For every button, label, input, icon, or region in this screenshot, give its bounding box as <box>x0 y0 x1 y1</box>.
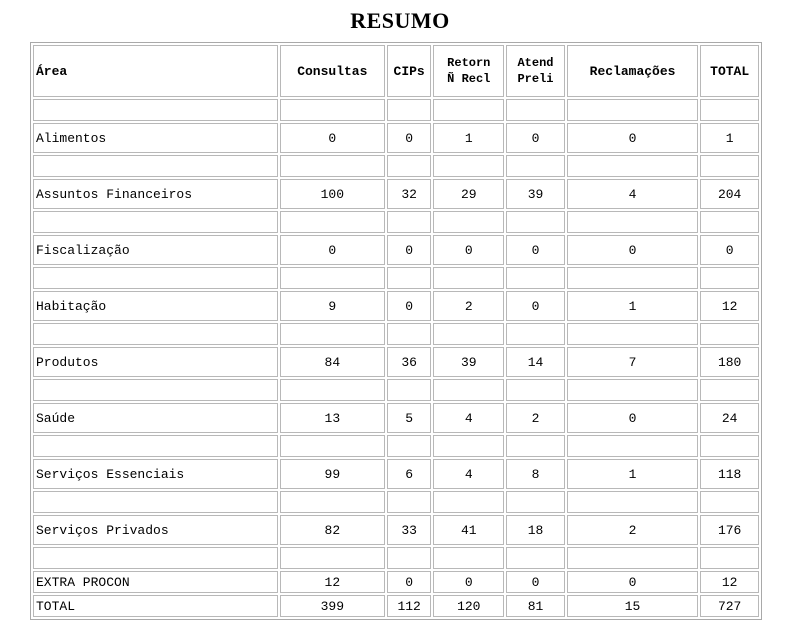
cell-consultas <box>280 99 385 121</box>
cell-total <box>700 267 759 289</box>
header-atend-line2: Preli <box>517 72 554 86</box>
cell-atend: 8 <box>506 459 565 489</box>
cell-consultas: 82 <box>280 515 385 545</box>
cell-cips <box>387 99 431 121</box>
header-reclamacoes: Reclamações <box>567 45 698 97</box>
cell-cips: 112 <box>387 595 431 617</box>
cell-retorn: 0 <box>433 235 504 265</box>
cell-consultas <box>280 379 385 401</box>
cell-retorn <box>433 323 504 345</box>
cell-consultas <box>280 491 385 513</box>
cell-reclamacoes: 1 <box>567 459 698 489</box>
cell-cips <box>387 435 431 457</box>
cell-area: Habitação <box>33 291 278 321</box>
cell-cips <box>387 211 431 233</box>
spacer-row <box>33 267 759 289</box>
cell-area: Serviços Privados <box>33 515 278 545</box>
cell-total: 24 <box>700 403 759 433</box>
table-row <box>33 403 759 433</box>
cell-cips: 0 <box>387 291 431 321</box>
cell-area <box>33 211 278 233</box>
cell-reclamacoes: 0 <box>567 235 698 265</box>
cell-total <box>700 99 759 121</box>
table-row <box>33 291 759 321</box>
table-body <box>33 45 759 617</box>
cell-reclamacoes: 7 <box>567 347 698 377</box>
cell-area <box>33 379 278 401</box>
cell-total: 727 <box>700 595 759 617</box>
cell-atend <box>506 547 565 569</box>
cell-cips <box>387 547 431 569</box>
cell-area: Produtos <box>33 347 278 377</box>
spacer-row <box>33 211 759 233</box>
cell-retorn: 2 <box>433 291 504 321</box>
cell-cips <box>387 267 431 289</box>
cell-reclamacoes <box>567 211 698 233</box>
cell-retorn: 120 <box>433 595 504 617</box>
cell-reclamacoes <box>567 491 698 513</box>
cell-atend <box>506 155 565 177</box>
cell-cips: 0 <box>387 571 431 593</box>
cell-consultas <box>280 547 385 569</box>
cell-reclamacoes <box>567 155 698 177</box>
cell-cips: 0 <box>387 123 431 153</box>
header-total: TOTAL <box>700 45 759 97</box>
cell-consultas: 12 <box>280 571 385 593</box>
cell-retorn: 29 <box>433 179 504 209</box>
cell-atend <box>506 435 565 457</box>
cell-area <box>33 267 278 289</box>
cell-reclamacoes <box>567 99 698 121</box>
cell-reclamacoes: 2 <box>567 515 698 545</box>
cell-atend: 0 <box>506 571 565 593</box>
table-row <box>33 347 759 377</box>
cell-atend <box>506 99 565 121</box>
page-title: RESUMO <box>350 8 450 33</box>
cell-retorn <box>433 491 504 513</box>
cell-total: 12 <box>700 291 759 321</box>
cell-atend <box>506 379 565 401</box>
cell-area <box>33 99 278 121</box>
cell-area: Serviços Essenciais <box>33 459 278 489</box>
cell-area <box>33 155 278 177</box>
cell-consultas <box>280 435 385 457</box>
cell-atend <box>506 267 565 289</box>
cell-cips <box>387 155 431 177</box>
cell-total: 176 <box>700 515 759 545</box>
cell-atend: 0 <box>506 291 565 321</box>
cell-area: Assuntos Financeiros <box>33 179 278 209</box>
header-cips: CIPs <box>387 45 431 97</box>
cell-consultas <box>280 211 385 233</box>
spacer-row <box>33 379 759 401</box>
table-row <box>33 515 759 545</box>
cell-total <box>700 211 759 233</box>
cell-cips: 0 <box>387 235 431 265</box>
cell-total: 1 <box>700 123 759 153</box>
cell-consultas: 399 <box>280 595 385 617</box>
cell-total: 204 <box>700 179 759 209</box>
spacer-row <box>33 155 759 177</box>
cell-total: 118 <box>700 459 759 489</box>
cell-consultas <box>280 323 385 345</box>
cell-consultas: 0 <box>280 235 385 265</box>
table-row <box>33 179 759 209</box>
header-retorn-line1: Retorn <box>447 56 491 70</box>
cell-atend: 14 <box>506 347 565 377</box>
cell-retorn <box>433 435 504 457</box>
cell-consultas: 99 <box>280 459 385 489</box>
spacer-row <box>33 547 759 569</box>
cell-cips <box>387 379 431 401</box>
cell-retorn <box>433 99 504 121</box>
cell-reclamacoes <box>567 435 698 457</box>
cell-area <box>33 323 278 345</box>
cell-reclamacoes: 1 <box>567 291 698 321</box>
header-consultas: Consultas <box>280 45 385 97</box>
cell-total: 0 <box>700 235 759 265</box>
table-row <box>33 123 759 153</box>
cell-area: TOTAL <box>33 595 278 617</box>
cell-atend: 2 <box>506 403 565 433</box>
cell-reclamacoes: 0 <box>567 403 698 433</box>
spacer-row <box>33 323 759 345</box>
cell-consultas <box>280 155 385 177</box>
summary-table <box>30 42 762 620</box>
cell-atend: 39 <box>506 179 565 209</box>
cell-cips: 36 <box>387 347 431 377</box>
cell-reclamacoes <box>567 267 698 289</box>
cell-atend <box>506 211 565 233</box>
cell-consultas: 84 <box>280 347 385 377</box>
cell-reclamacoes: 4 <box>567 179 698 209</box>
cell-consultas: 0 <box>280 123 385 153</box>
cell-retorn <box>433 547 504 569</box>
cell-atend: 0 <box>506 123 565 153</box>
cell-total: 12 <box>700 571 759 593</box>
cell-cips: 32 <box>387 179 431 209</box>
header-retorn-line2: Ñ Recl <box>447 72 491 86</box>
cell-retorn: 1 <box>433 123 504 153</box>
cell-atend: 81 <box>506 595 565 617</box>
extra-row <box>33 571 759 593</box>
cell-consultas: 100 <box>280 179 385 209</box>
spacer-row <box>33 99 759 121</box>
cell-atend <box>506 323 565 345</box>
cell-total: 180 <box>700 347 759 377</box>
cell-consultas: 9 <box>280 291 385 321</box>
cell-atend <box>506 491 565 513</box>
cell-area: Fiscalização <box>33 235 278 265</box>
cell-area: EXTRA PROCON <box>33 571 278 593</box>
cell-consultas: 13 <box>280 403 385 433</box>
cell-total <box>700 323 759 345</box>
cell-retorn <box>433 379 504 401</box>
cell-reclamacoes <box>567 547 698 569</box>
cell-retorn <box>433 211 504 233</box>
cell-cips: 5 <box>387 403 431 433</box>
cell-atend: 18 <box>506 515 565 545</box>
cell-area: Saúde <box>33 403 278 433</box>
cell-retorn: 4 <box>433 459 504 489</box>
cell-total <box>700 491 759 513</box>
table-row <box>33 235 759 265</box>
cell-reclamacoes <box>567 323 698 345</box>
cell-reclamacoes: 0 <box>567 123 698 153</box>
total-row <box>33 595 759 617</box>
cell-area <box>33 491 278 513</box>
cell-reclamacoes <box>567 379 698 401</box>
cell-area <box>33 547 278 569</box>
cell-total <box>700 435 759 457</box>
cell-retorn <box>433 155 504 177</box>
cell-reclamacoes: 15 <box>567 595 698 617</box>
cell-retorn <box>433 267 504 289</box>
header-retorn <box>433 45 504 97</box>
table-row <box>33 459 759 489</box>
cell-cips <box>387 323 431 345</box>
cell-cips <box>387 491 431 513</box>
spacer-row <box>33 491 759 513</box>
cell-total <box>700 155 759 177</box>
spacer-row <box>33 435 759 457</box>
cell-retorn: 4 <box>433 403 504 433</box>
header-atend-line1: Atend <box>517 56 554 70</box>
cell-consultas <box>280 267 385 289</box>
cell-retorn: 0 <box>433 571 504 593</box>
header-row <box>33 45 759 97</box>
cell-reclamacoes: 0 <box>567 571 698 593</box>
cell-atend: 0 <box>506 235 565 265</box>
cell-retorn: 39 <box>433 347 504 377</box>
cell-total <box>700 379 759 401</box>
cell-area <box>33 435 278 457</box>
cell-cips: 6 <box>387 459 431 489</box>
cell-area: Alimentos <box>33 123 278 153</box>
header-atend <box>506 45 565 97</box>
cell-cips: 33 <box>387 515 431 545</box>
header-area: Área <box>33 45 278 97</box>
cell-total <box>700 547 759 569</box>
cell-retorn: 41 <box>433 515 504 545</box>
